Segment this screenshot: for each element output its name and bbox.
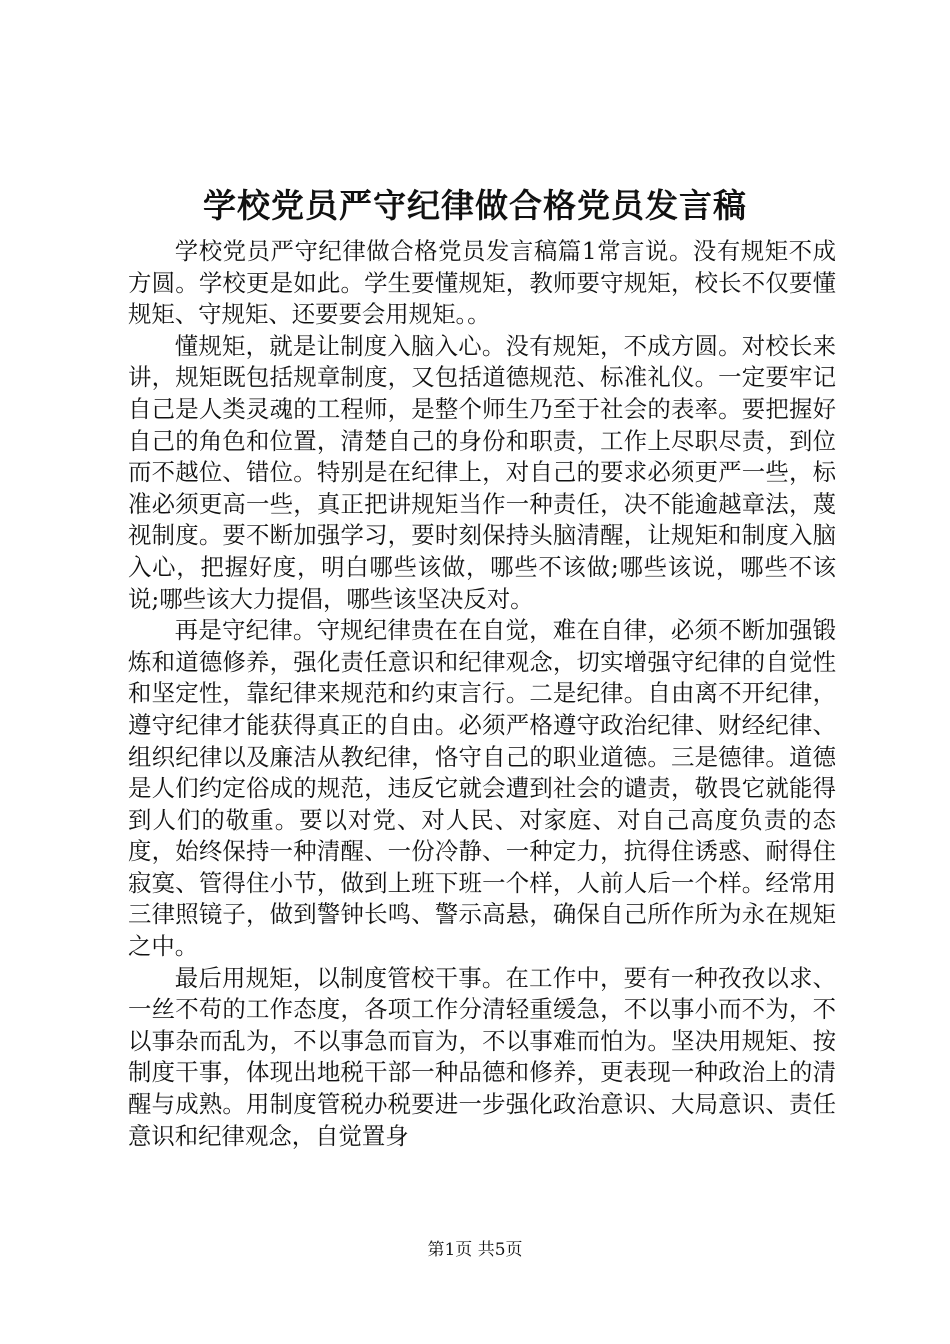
page-number-footer: 第1页 共5页 — [427, 1240, 523, 1260]
paragraph-use-rules: 最后用规矩，以制度管校干事。在工作中，要有一种孜孜以求、一丝不苟的工作态度，各项工作分清轻重缓急，不以事小而不为，不以事杂而乱为，不以事急而盲为，不以事难而怕为。坚决用规矩、按制度干事，体现出地税干部一种品德和修养，更表现一种政治上的清醒与成熟。用制度管税办税要进一步强化政治意识、大局意识、责任意识和纪律观念，自觉置身 — [128, 963, 836, 1150]
paragraph-intro: 学校党员严守纪律做合格党员发言稿篇1常言说。没有规矩不成方圆。学校更是如此。学生要懂规矩，教师要守规矩，校长不仅要懂规矩、守规矩、还要要会用规矩。。 — [128, 237, 836, 329]
document-title: 学校党员严守纪律做合格党员发言稿 — [203, 186, 747, 225]
paragraph-understand-rules: 懂规矩，就是让制度入脑入心。没有规矩，不成方圆。对校长来讲，规矩既包括规章制度，又包括道德规范、标准礼仪。一定要牢记自己是人类灵魂的工程师，是整个师生乃至于社会的表率。要把握好自己的角色和位置，清楚自己的身份和职责，工作上尽职尽责，到位而不越位、错位。特别是在纪律上，对自己的要求必须更严一些，标准必须更高一些，真正把讲规矩当作一种责任，决不能逾越章法，蔑视制度。要不断加强学习，要时刻保持头脑清醒，让规矩和制度入脑入心，把握好度，明白哪些该做，哪些不该做;哪些该说，哪些不该说;哪些该大力提倡，哪些该坚决反对。 — [128, 331, 836, 613]
document-body — [128, 236, 836, 1152]
paragraph-keep-discipline: 再是守纪律。守规纪律贵在在自觉，难在自律，必须不断加强锻炼和道德修养，强化责任意识和纪律观念，切实增强守纪律的自觉性和坚定性，靠纪律来规范和约束言行。二是纪律。自由离不开纪律，遵守纪律才能获得真正的自由。必须严格遵守政治纪律、财经纪律、组织纪律以及廉洁从教纪律，恪守自己的职业道德。三是德律。道德是人们约定俗成的规范，违反它就会遭到社会的谴责，敬畏它就能得到人们的敬重。要以对党、对人民、对家庭、对自己高度负责的态度，始终保持一种清醒、一份冷静、一种定力，抗得住诱惑、耐得住寂寞、管得住小节，做到上班下班一个样，人前人后一个样。经常用三律照镜子，做到警钟长鸣、警示高悬，确保自己所作所为永在规矩之中。 — [128, 616, 836, 961]
